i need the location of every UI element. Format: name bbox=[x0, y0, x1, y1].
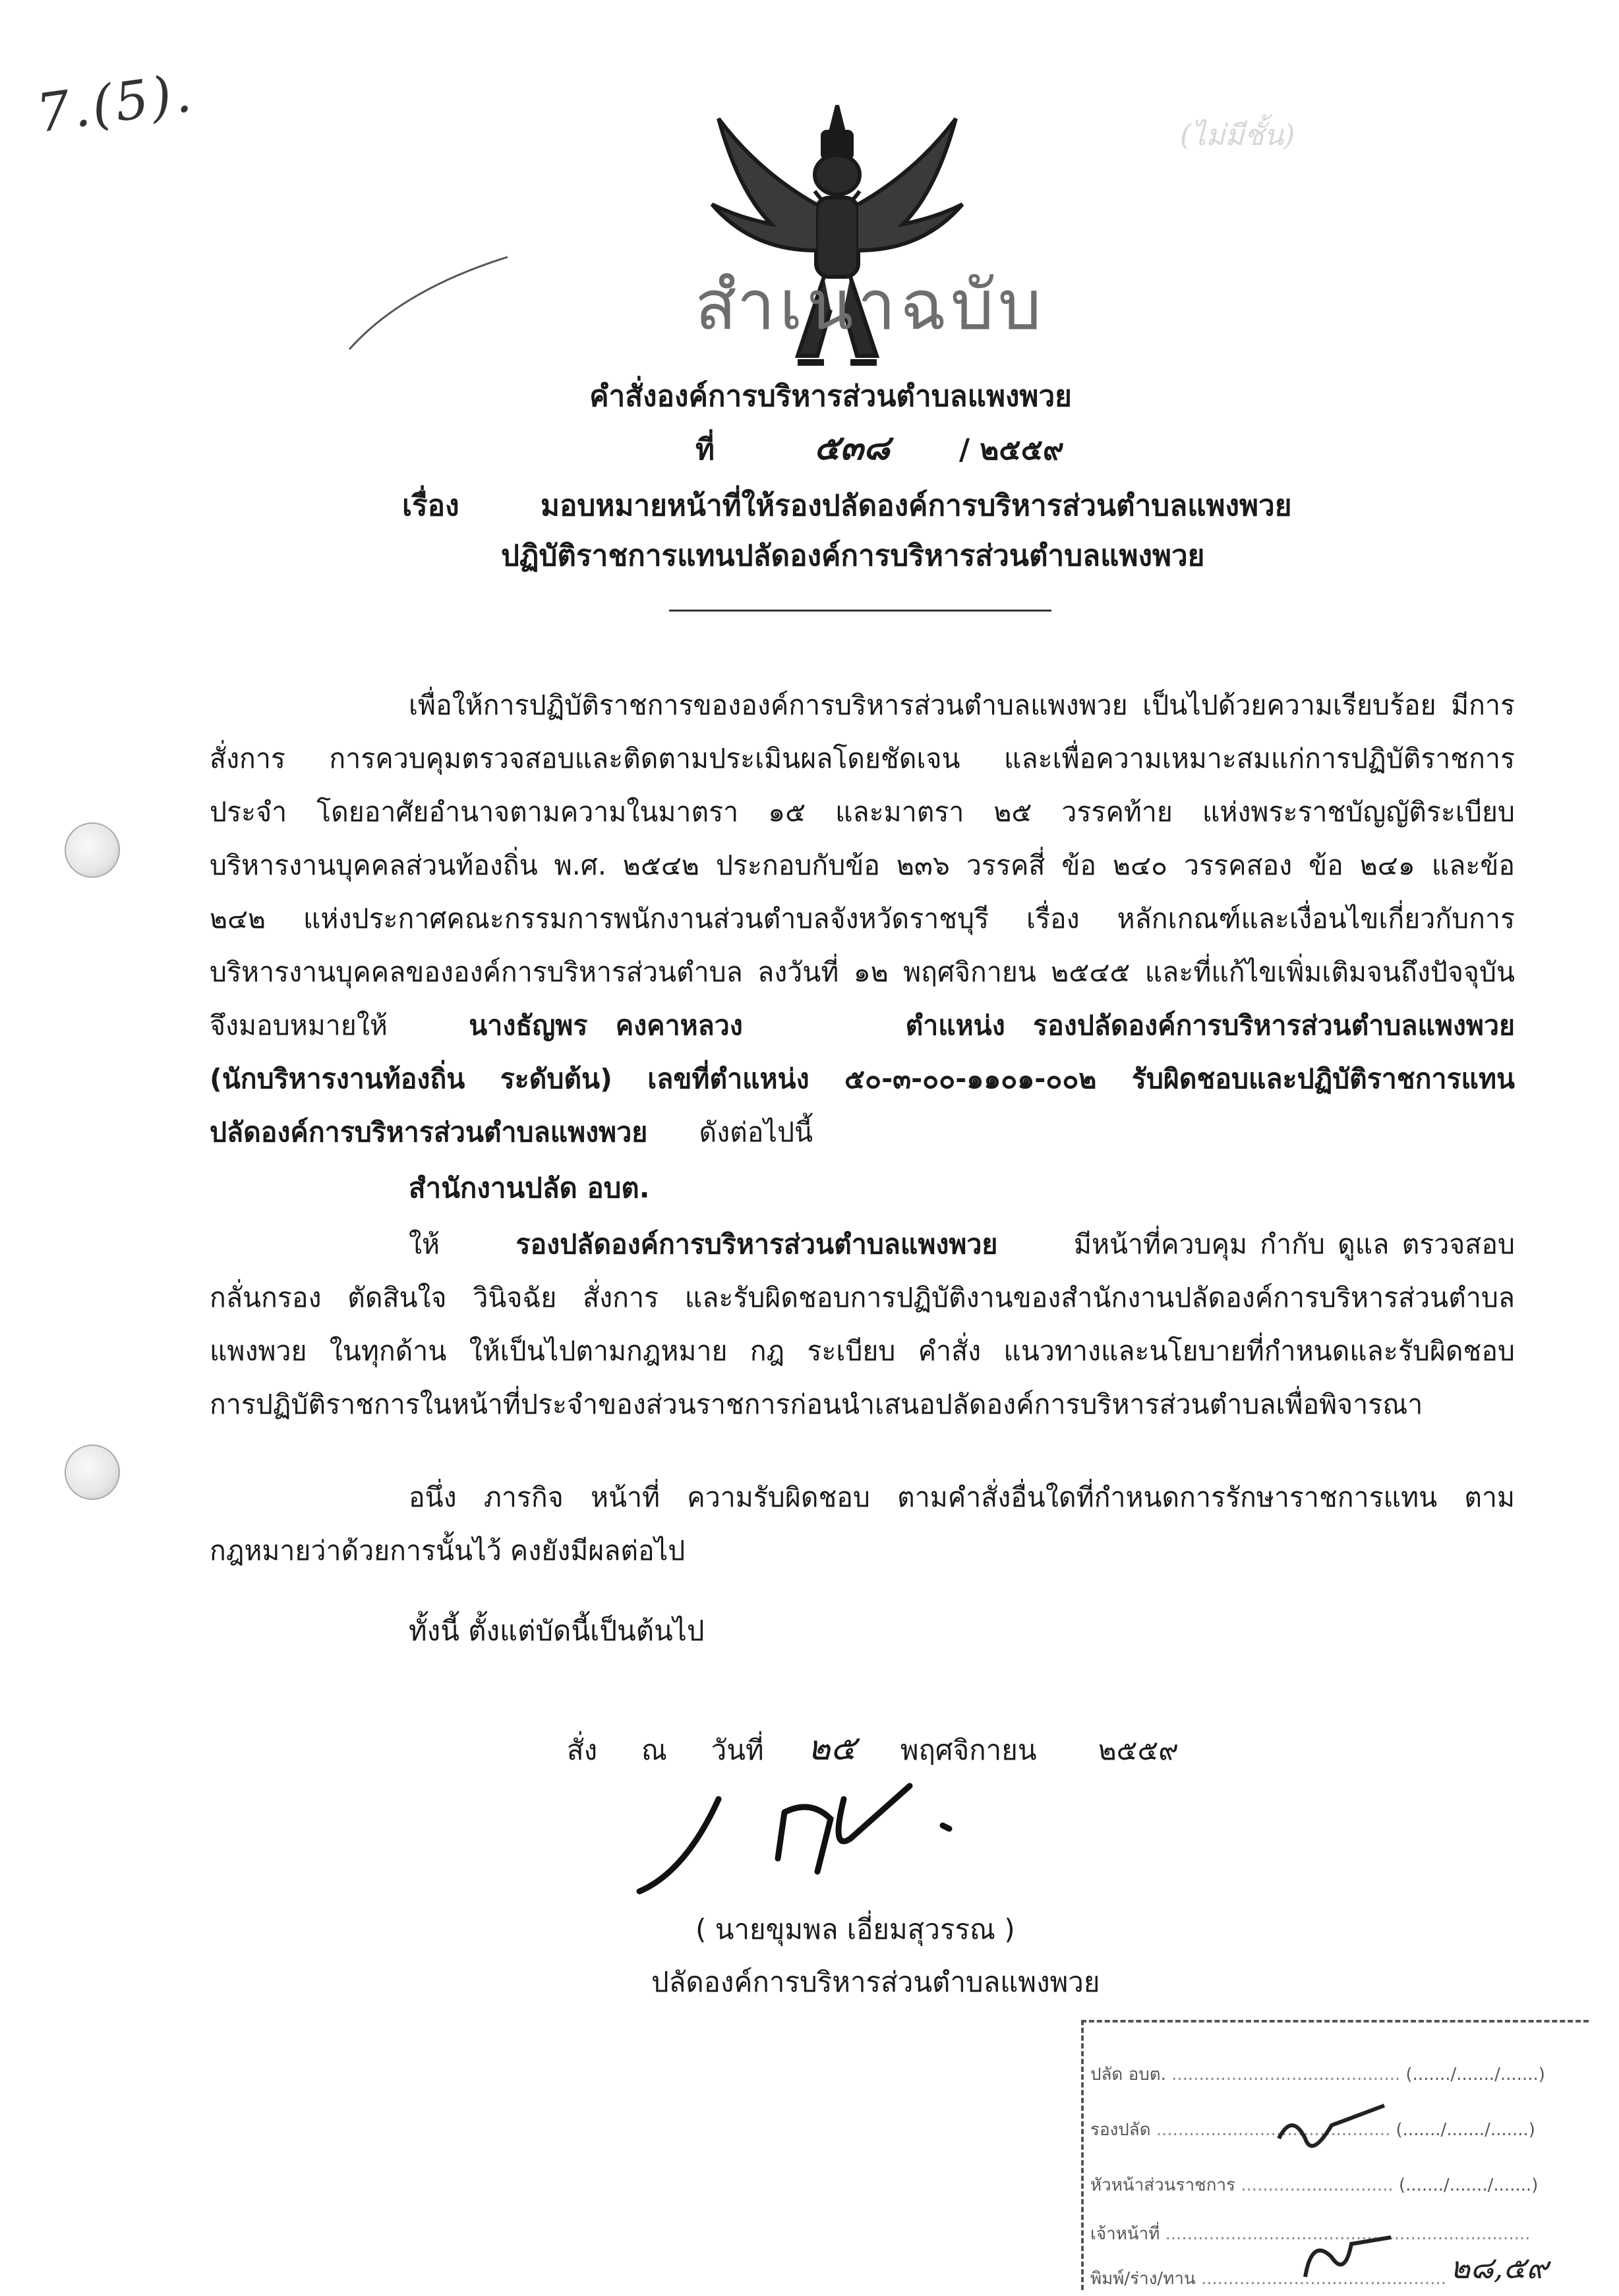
date-prefix: สั่ง bbox=[567, 1734, 598, 1766]
paragraph-4: ทั้งนี้ ตั้งแต่บัดนี้เป็นต้นไป bbox=[409, 1615, 705, 1647]
number-value: ๕๓๘ bbox=[814, 428, 891, 468]
signer-name: ( นายขุมพล เอี่ยมสุวรรณ ) bbox=[695, 1913, 1015, 1945]
routing-initial-mark bbox=[1299, 2231, 1398, 2283]
let-word: ให้ bbox=[409, 1228, 440, 1260]
routing-date-ink: ๒๘,๕๙ bbox=[1450, 2250, 1548, 2285]
paragraph-3-line: อนึ่ง ภารกิจ หน้าที่ ความรับผิดชอบ ตามคำสั่งอื่นใดที่กำหนดการรักษาราชการแทน ตาม bbox=[409, 1481, 1515, 1513]
routing-row: ปลัด อบต. .......................................... (......./......./.......) bbox=[1090, 2065, 1545, 2084]
routing-row: รองปลัด ........................................... (......./......./.......) bbox=[1090, 2120, 1535, 2140]
paragraph-1-line: (นักบริหารงานท้องถิ่น ระดับต้น) เลขที่ตำแหน่ง ๕๐-๓-๐๐-๑๑๐๑-๐๐๒ รับผิดชอบและปฏิบัติราชการแทน bbox=[210, 1063, 1515, 1095]
paragraph-1-line: ประจำ โดยอาศัยอำนาจตามความในมาตรา ๑๕ และมาตรา ๒๕ วรรคท้าย แห่งพระราชบัญญัติระเบียบ bbox=[210, 796, 1515, 828]
paragraph-1-line bbox=[210, 999, 1515, 1052]
assignee-name: นางธัญพร คงคาหลวง bbox=[469, 1010, 743, 1041]
subject-line-2: ปฏิบัติราชการแทนปลัดองค์การบริหารส่วนตำบลแพงพวย bbox=[501, 539, 1205, 573]
subject-label: เรื่อง bbox=[402, 489, 459, 523]
date-prefix: วันที่ bbox=[711, 1734, 764, 1766]
handwritten-corner-note: 7.(5). bbox=[32, 61, 198, 145]
paragraph-2-line: กลั่นกรอง ตัดสินใจ วินิจฉัย สั่งการ และรับผิดชอบการปฏิบัติงานของสำนักงานปลัดองค์การบริหารส่วนตำบล bbox=[210, 1282, 1515, 1313]
routing-stamp-box bbox=[1081, 2020, 1589, 2290]
punch-hole bbox=[65, 822, 120, 878]
number-label: ที่ bbox=[695, 433, 715, 467]
order-number-row bbox=[695, 428, 1064, 470]
signature-mark bbox=[633, 1773, 1042, 1905]
paragraph-1-line: เพื่อให้การปฏิบัติราชการขององค์การบริหารส่วนตำบลแพงพวย เป็นไปด้วยความเรียบร้อย มีการ bbox=[409, 689, 1515, 721]
paragraph-2 bbox=[210, 1218, 1515, 1431]
routing-row: หัวหน้าส่วนราชการ ............................ (......./......./.......) bbox=[1090, 2175, 1539, 2195]
paragraph-1-line bbox=[210, 1106, 1515, 1159]
paragraph-3 bbox=[210, 1471, 1515, 1578]
paragraph-2-line: การปฏิบัติราชการในหน้าที่ประจำของส่วนราชการก่อนนำเสนอปลัดองค์การบริหารส่วนตำบลเพื่อพิจารณา bbox=[210, 1389, 1423, 1420]
paragraph-1-line: บริหารงานบุคคลขององค์การบริหารส่วนตำบล ลงวันที่ ๑๒ พฤศจิกายน ๒๕๔๕ และที่แก้ไขเพิ่มเติมจนถึงปัจจุบัน bbox=[210, 956, 1515, 988]
routing-initial-mark bbox=[1272, 2099, 1391, 2158]
paragraph-1-line: ๒๔๒ แห่งประกาศคณะกรรมการพนักงานส่วนตำบลจังหวัดราชบุรี เรื่อง หลักเกณฑ์และเงื่อนไขเกี่ยวกับการ bbox=[210, 903, 1515, 934]
order-date bbox=[567, 1720, 1179, 1775]
paragraph-1 bbox=[210, 679, 1515, 1159]
date-month: พฤศจิกายน bbox=[900, 1734, 1037, 1766]
punch-hole bbox=[65, 1445, 120, 1500]
routing-row: พิมพ์/ร่าง/ทาน ............................................. bbox=[1090, 2269, 1446, 2289]
routing-row: เจ้าหน้าที่ ................................................................... bbox=[1090, 2224, 1531, 2244]
title-divider bbox=[669, 610, 1051, 612]
duty-description: มีหน้าที่ควบคุม กำกับ ดูแล ตรวจสอบ bbox=[1073, 1228, 1515, 1260]
paragraph-2-line: แพงพวย ในทุกด้าน ให้เป็นไปตามกฎหมาย กฎ ระเบียบ คำสั่ง แนวทางและนโยบายที่กำหนดและรับผิดชอบ bbox=[210, 1335, 1515, 1367]
delegator-title: ปลัดองค์การบริหารส่วนตำบลแพงพวย bbox=[210, 1116, 648, 1148]
paragraph-2-line bbox=[210, 1218, 1515, 1271]
routing-box-border bbox=[1081, 2020, 1084, 2290]
deputy-title: รองปลัดองค์การบริหารส่วนตำบลแพงพวย bbox=[515, 1228, 998, 1260]
date-year: ๒๕๕๙ bbox=[1098, 1734, 1179, 1766]
copy-stamp: สำเนาฉบับ bbox=[695, 265, 1045, 345]
pen-stroke-mark bbox=[343, 250, 514, 356]
faint-pencil-note: (ไม่มีชั้น) bbox=[1180, 119, 1295, 152]
date-day: ๒๕ bbox=[808, 1729, 857, 1768]
number-year: / ๒๕๕๙ bbox=[959, 433, 1065, 467]
routing-box-border bbox=[1081, 2020, 1589, 2023]
section-heading: สำนักงานปลัด อบต. bbox=[409, 1172, 650, 1204]
assign-prefix: จึงมอบหมายให้ bbox=[210, 1010, 388, 1041]
signer-position: ปลัดองค์การบริหารส่วนตำบลแพงพวย bbox=[651, 1966, 1100, 1998]
subject-line-1: มอบหมายหน้าที่ให้รองปลัดองค์การบริหารส่วนตำบลแพงพวย bbox=[541, 489, 1292, 523]
date-prefix: ณ bbox=[641, 1734, 667, 1766]
paragraph-1-line: สั่งการ การควบคุมตรวจสอบและติดตามประเมินผลโดยชัดเจน และเพื่อความเหมาะสมแก่การปฏิบัติราชการ bbox=[210, 743, 1515, 774]
as-follows: ดังต่อไปนี้ bbox=[699, 1116, 813, 1148]
paragraph-1-line: บริหารงานบุคคลส่วนท้องถิ่น พ.ศ. ๒๕๔๒ ประกอบกับข้อ ๒๓๖ วรรคสี่ ข้อ ๒๔๐ วรรคสอง ข้อ ๒๔๑ และข้อ bbox=[210, 849, 1515, 881]
order-title: คำสั่งองค์การบริหารส่วนตำบลแพงพวย bbox=[589, 380, 1072, 413]
assignee-position: ตำแหน่ง รองปลัดองค์การบริหารส่วนตำบลแพงพวย bbox=[905, 1010, 1515, 1041]
paragraph-3-line: กฎหมายว่าด้วยการนั้นไว้ คงยังมีผลต่อไป bbox=[210, 1535, 686, 1566]
